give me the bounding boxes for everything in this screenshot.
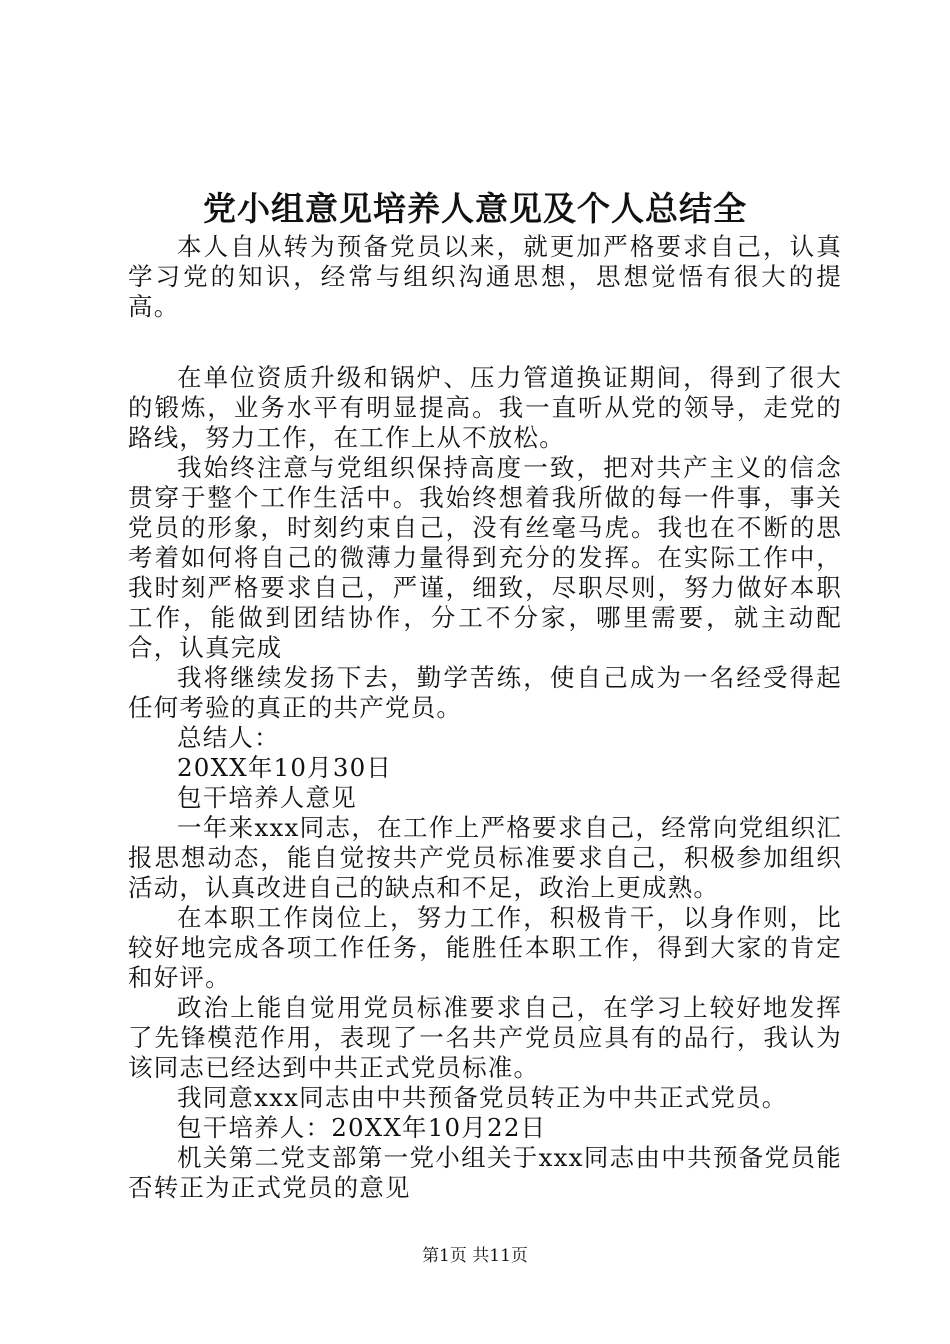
- document-title: 党小组意见培养人意见及个人总结全: [203, 189, 747, 228]
- paragraph-commitment: 我将继续发扬下去，勤学苦练，使自己成为一名经受得起任何考验的真正的共产党员。: [128, 663, 842, 722]
- paragraph-political-standard: 政治上能自觉用党员标准要求自己，在学习上较好地发挥了先锋模范作用，表现了一名共产党员应具有的品行，我认为该同志已经达到中共正式党员标准。: [128, 993, 842, 1082]
- page-indicator: 第1页 共11页: [422, 1246, 528, 1266]
- paragraph-party-alignment: 我始终注意与党组织保持高度一致，把对共产主义的信念贯穿于整个工作生活中。我始终想着我所做的每一件事，事关党员的形象，时刻约束自己，没有丝毫马虎。我也在不断的思考着如何将自己的微薄力量得到充分的发挥。在实际工作中，我时刻严格要求自己，严谨，细致，尽职尽则，努力做好本职工作，能做到团结协作，分工不分家，哪里需要，就主动配合，认真完成: [128, 453, 842, 662]
- paragraph-group-opinion-heading: 机关第二党支部第一党小组关于xxx同志由中共预备党员能否转正为正式党员的意见: [128, 1143, 842, 1202]
- document-body: [128, 232, 842, 1203]
- summary-date: 20XX年10月30日: [177, 753, 393, 782]
- paragraph-approval: 我同意xxx同志由中共预备党员转正为中共正式党员。: [177, 1083, 788, 1112]
- paragraph-work-experience: 在单位资质升级和锅炉、压力管道换证期间，得到了很大的锻炼，业务水平有明显提高。我一直听从党的领导，走党的路线，努力工作，在工作上从不放松。: [128, 363, 842, 452]
- section-heading-trainer-opinion: 包干培养人意见: [177, 783, 357, 812]
- paragraph-trainer-assessment: 一年来xxx同志，在工作上严格要求自己，经常向党组织汇报思想动态，能自觉按共产党员标准要求自己，积极参加组织活动，认真改进自己的缺点和不足，政治上更成熟。: [128, 813, 842, 902]
- paragraph-job-performance: 在本职工作岗位上，努力工作，积极肯干，以身作则，比较好地完成各项工作任务，能胜任本职工作，得到大家的肯定和好评。: [128, 903, 842, 992]
- paragraph-gap: [128, 322, 842, 363]
- summary-signature-label: 总结人：: [177, 723, 280, 752]
- paragraph-intro: 本人自从转为预备党员以来，就更加严格要求自己，认真学习党的知识，经常与组织沟通思想，思想觉悟有很大的提高。: [128, 232, 842, 321]
- trainer-signature-date: 包干培养人：20XX年10月22日: [177, 1113, 547, 1142]
